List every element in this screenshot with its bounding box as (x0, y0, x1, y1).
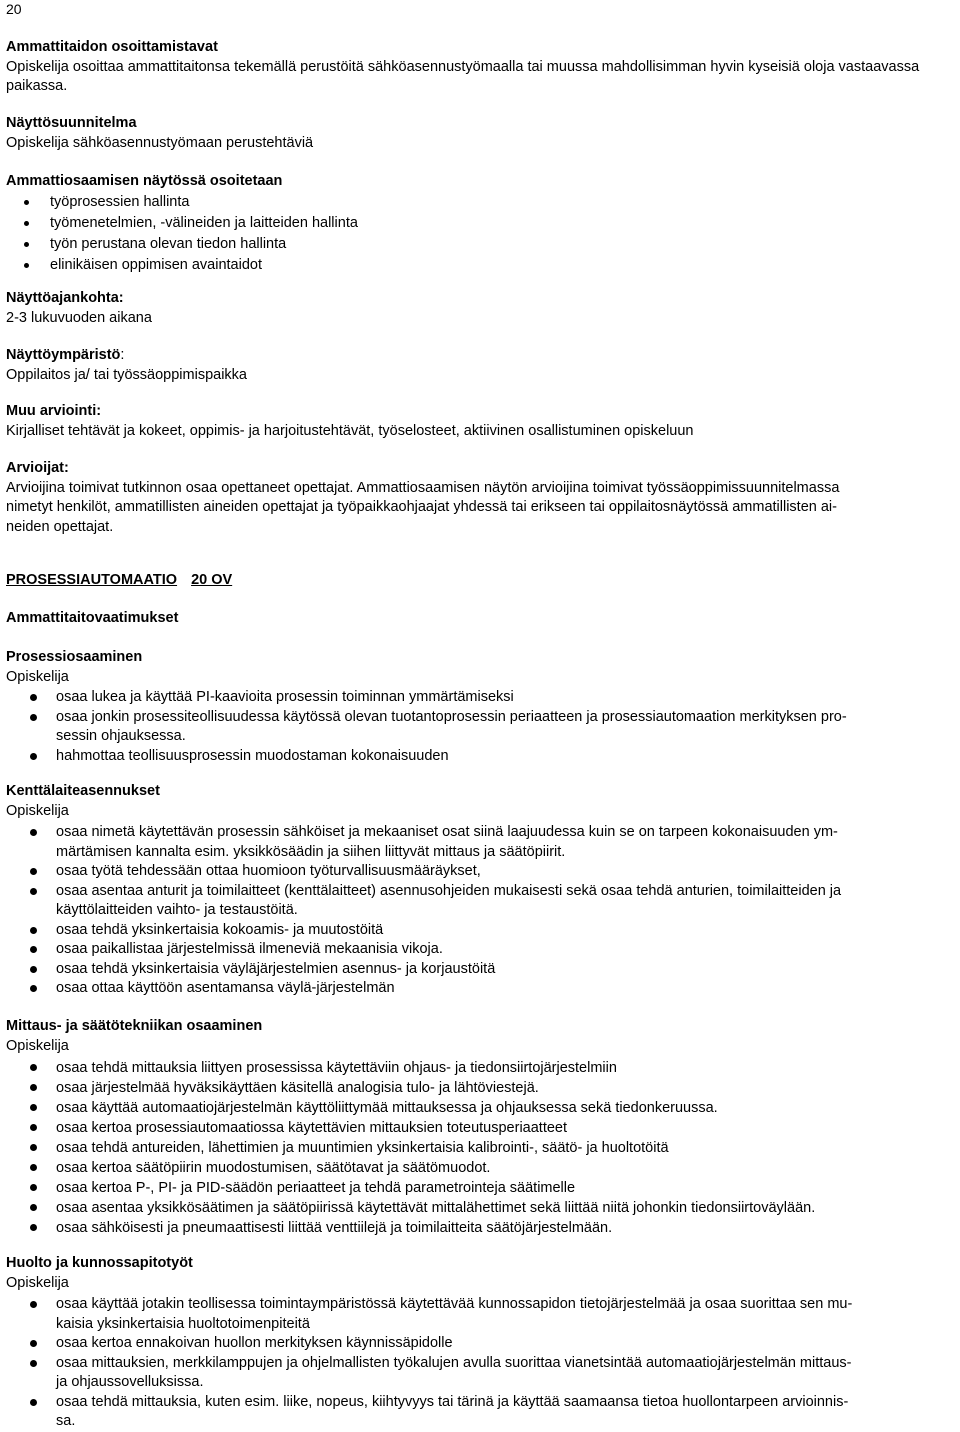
section-text: 2-3 lukuvuoden aikana (6, 309, 152, 326)
section-demonstration-time (6, 289, 954, 328)
list-item: työn perustana olevan tiedon hallinta (6, 234, 954, 255)
section-text: Kirjalliset tehtävät ja kokeet, oppimis- ja harjoitustehtävät, työselosteet, aktiivinen osallistuminen opiskeluun (6, 422, 694, 439)
list-item: hahmottaa teollisuusprosessin muodostaman kokonaisuuden (6, 747, 954, 767)
module-title (6, 571, 954, 591)
list-item: elinikäisen oppimisen avaintaidot (6, 255, 954, 276)
section-heading: Arvioijat: (6, 460, 69, 476)
list-item: osaa asentaa yksikkösäätimen ja säätöpiirissä käytettävät mittalähettimet sekä liittää niitä johonkin tiedonsiirtoväylään. (6, 1198, 954, 1218)
section-heading: Näyttöajankohta: (6, 290, 124, 306)
list-item: osaa työtä tehdessään ottaa huomioon työturvallisuusmääräykset, (6, 862, 954, 882)
module-credits: 20 OV (191, 572, 233, 588)
group-heading: Prosessiosaaminen (6, 649, 143, 665)
list-item: osaa mittauksien, merkkilamppujen ja ohjelmallisten työkalujen avulla suorittaa vianetsintää automaatiojärjestelmän mittaus- ja ohjaussovelluksissa. (6, 1354, 954, 1393)
list-item: osaa ottaa käyttöön asentamansa väylä-järjestelmän (6, 979, 954, 999)
list-item: osaa tehdä mittauksia liittyen prosessissa käytettäviin ohjaus- ja tiedonsiirtojärjestelmiin (6, 1058, 954, 1078)
list-item: osaa käyttää automaatiojärjestelmän käyttöliittymää mittauksessa ja ohjauksessa sekä tiedonkeruussa. (6, 1098, 954, 1118)
list-item: osaa käyttää jotakin teollisessa toimintaympäristössä käytettävää kunnossapidon tietojärjestelmää ja osaa suorittaa sen mu- kaisia yksinkertaisia huoltotoimenpiteitä (6, 1295, 954, 1334)
list-item: osaa tehdä mittauksia, kuten esim. liike, nopeus, kiihtyvyys tai tärinä ja käyttää saamaansa tietoa huollontarpeen arvioinnis- sa. (6, 1393, 954, 1432)
text-line: Arvioijina toimivat tutkinnon osaa opettaneet opettajat. Ammattiosaamisen näytön arvioijina toimivat työssäoppimissuunnitelmassa (6, 479, 840, 496)
requirements-heading: Ammattitaitovaatimukset (6, 610, 179, 626)
group-heading: Kenttälaiteasennukset (6, 783, 160, 799)
section-heading: Näyttösuunnitelma (6, 115, 137, 131)
requirement-list (6, 688, 954, 766)
subject-label: Opiskelija (6, 1037, 69, 1054)
group-heading: Mittaus- ja säätötekniikan osaaminen (6, 1018, 263, 1034)
list-item: osaa lukea ja käyttää PI-kaavioita prosessin toiminnan ymmärtämiseksi (6, 688, 954, 708)
section-demonstrated-skills (6, 172, 954, 276)
list-item: osaa tehdä yksinkertaisia väyläjärjestelmien asennus- ja korjaustöitä (6, 960, 954, 980)
section-other-assessment (6, 402, 954, 441)
section-text: Opiskelija osoittaa ammattitaitonsa tekemällä perustöitä sähköasennustyömaalla tai muussa mahdollisimman hyvin kyseisiä oloja vastaavassa paikassa. (6, 58, 920, 94)
text-line: nimetyt henkilöt, ammatillisten aineiden opettajat ja työpaikkaohjaajat yhdessä tai erikseen tai oppilaitosnäytössä ammatillisten ai- (6, 499, 837, 515)
section-heading: Ammattitaidon osoittamistavat (6, 39, 218, 55)
section-heading: Ammattiosaamisen näytössä osoitetaan (6, 173, 283, 189)
subject-label: Opiskelija (6, 1274, 69, 1291)
list-item: osaa nimetä käytettävän prosessin sähköiset ja mekaaniset osat siinä laajuudessa kuin se on tarpeen kokonaisuuden ym- märtämisen kannalta esim. yksikkösäädin ja siihen liittyvät mittaus ja säätöpiirit. (6, 823, 954, 862)
section-text: Opiskelija sähköasennustyömaan perustehtäviä (6, 134, 314, 151)
list-item: osaa kertoa ennakoivan huollon merkityksen käynnissäpidolle (6, 1334, 954, 1354)
list-item: osaa tehdä yksinkertaisia kokoamis- ja muutostöitä (6, 921, 954, 941)
group-field-device-installation (6, 782, 954, 999)
list-item: osaa jonkin prosessiteollisuudessa käytössä olevan tuotantoprosessin periaatteen ja prosessiautomaation merkityksen pro- sessin ohjauksessa. (6, 708, 954, 747)
section-text: Oppilaitos ja/ tai työssäoppimispaikka (6, 366, 247, 383)
subject-label: Opiskelija (6, 668, 69, 685)
group-heading: Huolto ja kunnossapitotyöt (6, 1255, 193, 1271)
section-demonstration-plan (6, 114, 954, 153)
text-line: neiden opettajat. (6, 518, 114, 535)
section-demonstration-environment (6, 346, 954, 385)
requirement-list (6, 823, 954, 999)
list-item: osaa tehdä antureiden, lähettimien ja muuntimien yksinkertaisia kalibrointi-, säätö- ja huoltotöitä (6, 1138, 954, 1158)
section-demonstration-methods (6, 38, 954, 97)
list-item: työprosessien hallinta (6, 192, 954, 213)
list-item: osaa asentaa anturit ja toimilaitteet (kenttälaitteet) asennusohjeiden mukaisesti sekä osaa tehdä anturien, toimilaitteiden ja käyttölaitteiden vaihto- ja testaustöitä. (6, 882, 954, 921)
group-measurement-control (6, 1017, 954, 1238)
section-assessors (6, 459, 954, 537)
module-name: PROSESSIAUTOMAATIO (6, 572, 178, 588)
list-item: osaa kertoa prosessiautomaatiossa käytettävien mittauksien toteutusperiaatteet (6, 1118, 954, 1138)
skill-list (6, 192, 954, 276)
list-item: osaa kertoa säätöpiirin muodostumisen, säätötavat ja säätömuodot. (6, 1158, 954, 1178)
requirement-list (6, 1058, 954, 1238)
page-number: 20 (6, 1, 22, 17)
group-process-knowledge (6, 648, 954, 766)
group-maintenance (6, 1254, 954, 1432)
list-item: työmenetelmien, -välineiden ja laitteiden hallinta (6, 213, 954, 234)
list-item: osaa kertoa P-, PI- ja PID-säädön periaatteet ja tehdä parametrointeja säätimelle (6, 1178, 954, 1198)
section-heading: Näyttöympäristö (6, 347, 121, 363)
list-item: osaa järjestelmää hyväksikäyttäen käsitellä analogisia tulo- ja lähtöviestejä. (6, 1078, 954, 1098)
list-item: osaa paikallistaa järjestelmissä ilmeneviä mekaanisia vikoja. (6, 940, 954, 960)
subject-label: Opiskelija (6, 802, 69, 819)
heading-colon: : (120, 347, 125, 363)
requirement-list (6, 1295, 954, 1432)
list-item: osaa sähköisesti ja pneumaattisesti liittää venttiilejä ja toimilaitteita säätöjärjestelmään. (6, 1218, 954, 1238)
section-heading: Muu arviointi: (6, 403, 102, 419)
